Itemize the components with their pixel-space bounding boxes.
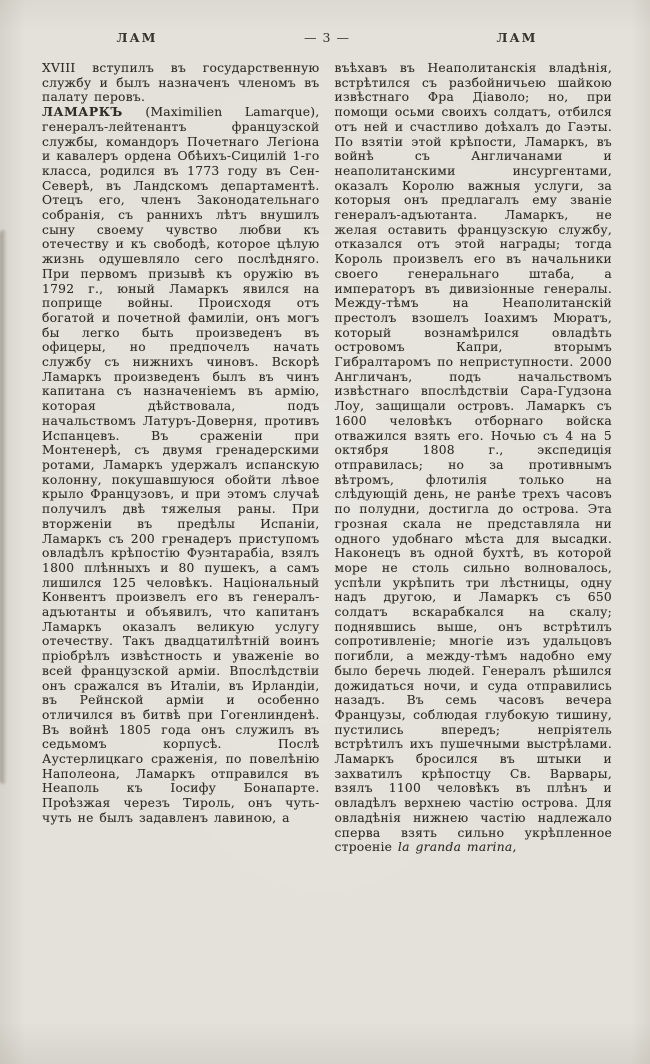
article-text-right: въѣхавъ въ Неаполитанскія владѣнія, встрѣтился съ разбойничьею шайкою извѣстнаго Фра Діаволо; но, при помощи осьми своихъ солдатъ, отбился отъ ней и счастливо доѣхалъ до Гаэты. По взятіи этой крѣпости, Ламаркъ, въ войнѣ съ Англичанами и неаполитанскими инсургентами, оказалъ Королю важныя услуги, за которыя онъ предлагалъ ему званіе генералъ-адъютанта. Ламаркъ, не желая оставить французскую службу, отказался отъ этой награды; тогда Король произвелъ его въ начальники своего генеральнаго штаба, а императоръ въ дивизіонные генералы. Между-тѣмъ на Неаполитанскій престолъ взошелъ Іоахимъ Мюратъ, который вознамѣрился овладѣть островомъ Капри, вторымъ Гибралтаромъ по неприступности. 2000 Англичанъ, подъ начальствомъ извѣстнаго впослѣдствіи Сара-Гудзона Лоу, защищали островъ. Ламаркъ съ 1600 человѣкъ отборнаго войска отважился взять его. Ночью съ 4 на 5 октября 1808 г., экспедиція отправилась; но за противнымъ вѣтромъ, флотилія только на слѣдующій день, не ранѣе трехъ часовъ по полудни, достигла до острова. Эта грозная скала не представляла ни одного удобнаго мѣста для высадки. Наконецъ въ одной бухтѣ, въ которой море не столь сильно волновалось, успѣли укрѣпить три лѣстницы, одну надъ другою, и Ламаркъ съ 650 солдатъ вскарабкался на скалу; поднявшись выше, онъ встрѣтилъ сопротивленіе; многіе изъ удальцовъ погибли, а между-тѣмъ надобно ему было беречь людей. Генералъ рѣшился дожидаться ночи, и суда отправились назадъ. Въ семь часовъ вечера Французы, соблюдая глубокую тишину, пустились впередъ; непріятель встрѣтилъ ихъ пушечными выстрѣлами. Ламаркъ бросился въ штыки и захватилъ крѣпостцу Св. Варвары, взялъ 1100 человѣкъ въ плѣнъ и овладѣлъ верхнею частію острова. Для овладѣнія нижнею частію надлежало сперва взять сильно укрѣпленное строеніе xyxy=(334,61,612,855)
running-title-left: ЛАМ xyxy=(116,30,158,45)
article-paragraph-right xyxy=(335,61,613,855)
article-paragraph-left xyxy=(42,105,320,825)
article-headword: ЛАМАРКЪ xyxy=(42,104,123,120)
continuation-paragraph: XVIII вступилъ въ государственную службу и былъ назначенъ членомъ въ палату перовъ. xyxy=(42,61,320,105)
article-text-left: (Maximilien Lamarque), генералъ-лейтенантъ французской службы, командоръ Почетнаго Легіона и кавалеръ ордена Обѣихъ-Сицилій 1-го класса, родился въ 1773 году въ Сен-Северѣ, въ Ландскомъ департаментѣ. Отецъ его, членъ Законодательнаго собранія, съ раннихъ лѣтъ внушилъ сыну своему чувство любви къ отечеству и къ свободѣ, которое цѣлую жизнь одушевляло сего послѣдняго. При первомъ призывѣ къ оружію въ 1792 г., юный Ламаркъ явился на поприще войны. Происходя отъ богатой и почетной фамиліи, онъ могъ бы легко быть произведенъ въ офицеры, но предпочелъ начать службу съ нижнихъ чиновъ. Вскорѣ Ламаркъ произведенъ былъ въ чинъ капитана съ назначеніемъ въ армію, которая дѣйствовала, подъ начальствомъ Латуръ-Доверня, противъ Испанцевъ. Въ сраженіи при Монтенерѣ, съ двумя гренадерскими ротами, Ламаркъ удержалъ испанскую колонну, покушавшуюся обойти лѣвое крыло Французовъ, и при этомъ случаѣ получилъ двѣ тяжелыя раны. При вторженіи въ предѣлы Испаніи, Ламаркъ съ 200 гренадеръ приступомъ овладѣлъ крѣпостію Фуэнтарабіа, взялъ 1800 плѣнныхъ и 80 пушекъ, а самъ лишился 125 человѣкъ. Національный Конвентъ произвелъ его въ генералъ-адъютанты и объявилъ, что капитанъ Ламаркъ оказалъ великую услугу отечеству. Такъ двадцатилѣтній воинъ пріобрѣлъ извѣстность и уваженіе во всей французской арміи. Впослѣдствіи онъ сражался въ Италіи, въ Ирландіи, въ Рейнской арміи и особенно отличился въ битвѣ при Гогенлинденѣ. Въ войнѣ 1805 года онъ служилъ въ седьмомъ корпусѣ. Послѣ Аустерлицкаго сраженія, по повелѣнію Наполеона, Ламаркъ отправился въ Неаполь къ Іосифу Бонапарте. Проѣзжая черезъ Тироль, онъ чуть-чуть не былъ задавленъ лавиною, а xyxy=(42,105,320,825)
text-columns xyxy=(42,61,612,855)
article-latin-phrase: la granda marina xyxy=(397,840,513,855)
running-title-right: ЛАМ xyxy=(496,30,538,45)
scan-edge-artifact xyxy=(0,230,7,784)
left-column xyxy=(42,61,320,855)
right-column xyxy=(335,61,613,855)
page-header xyxy=(42,30,612,45)
article-text-right-tail: , xyxy=(512,840,517,855)
page-number: — 3 — xyxy=(304,30,350,45)
